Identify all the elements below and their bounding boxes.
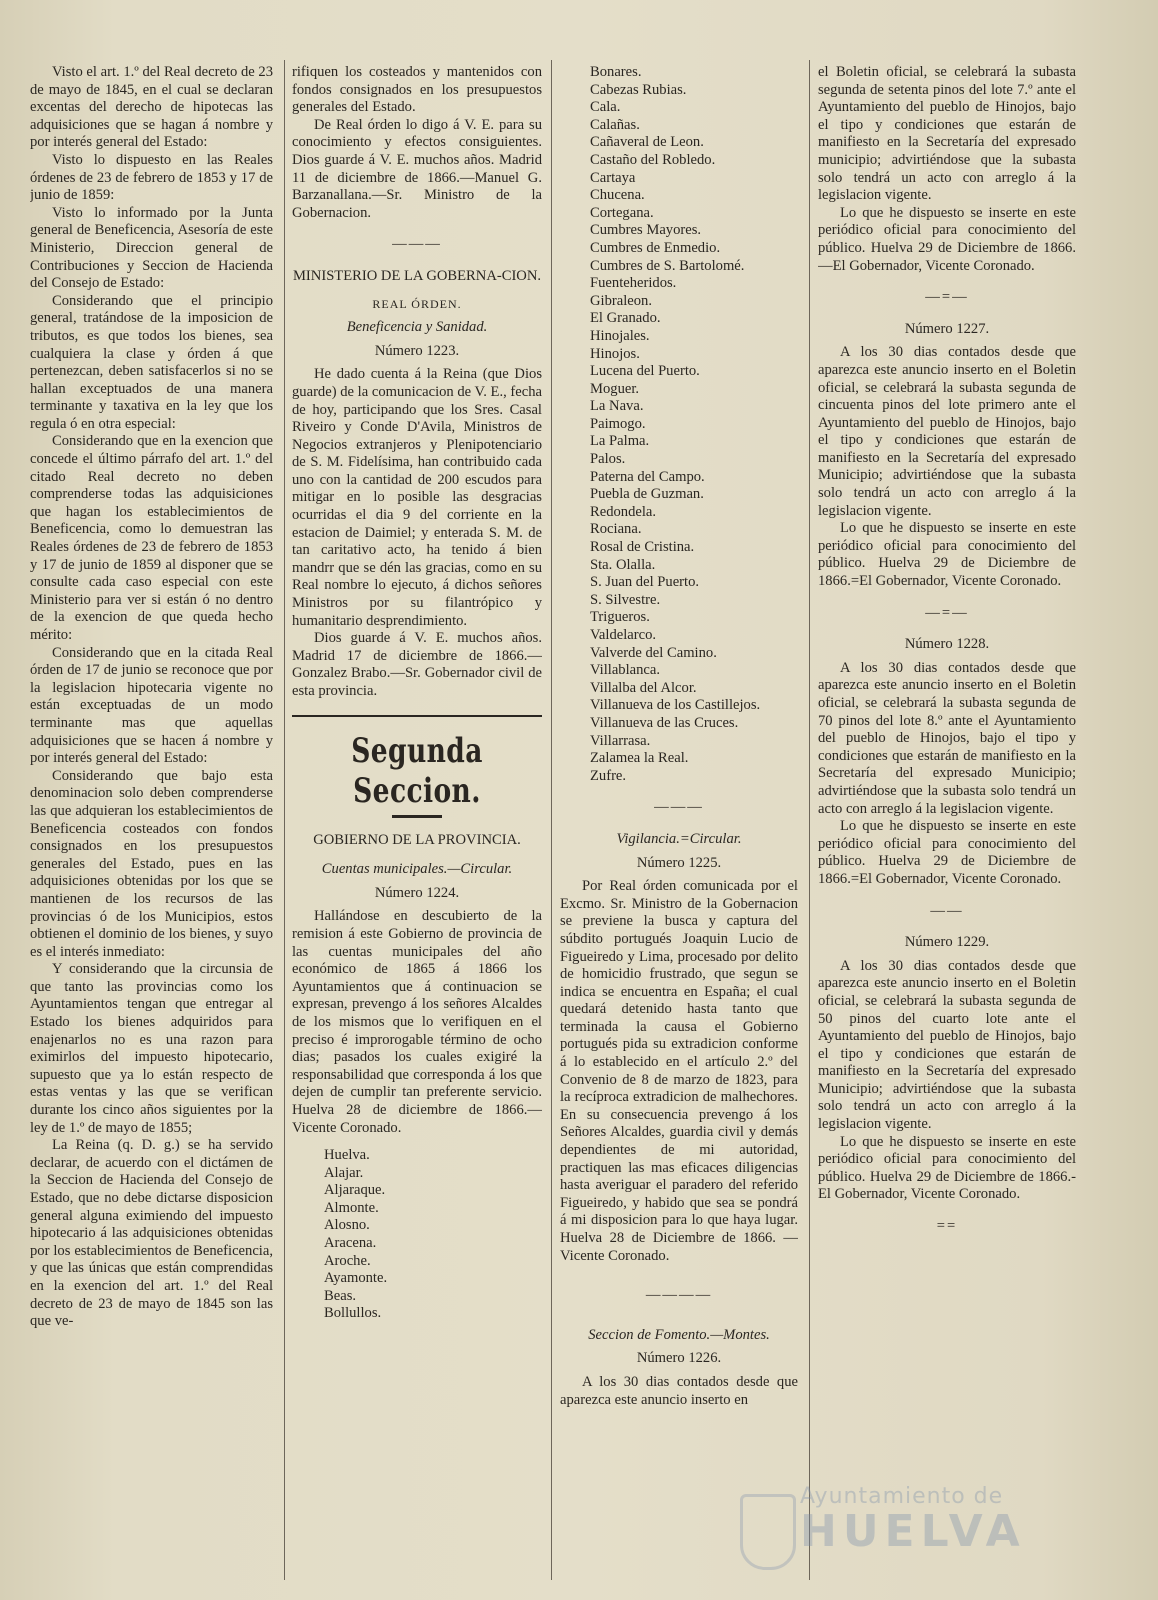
real-orden-heading: REAL ÓRDEN. [372, 296, 462, 311]
list-item: Moguer. [590, 380, 640, 397]
list-item: Palos. [590, 451, 626, 468]
list-item: Rociana. [590, 521, 642, 538]
watermark-line: HUELVA [800, 1506, 1026, 1557]
column-rule [809, 60, 810, 1580]
list-item: Huelva. [324, 1147, 370, 1164]
list-item: La Palma. [590, 433, 650, 450]
column-3 [560, 64, 798, 1409]
paragraph: el Boletin oficial, se celebrará la subasta segunda de setenta pinos del lote 7.º ante el Ayuntamiento del pueblo de Hinojos, bajo el tipo y condiciones que estarán de manifiesto en la Secretaría del expresado municipio; advirtiéndose que la subasta solo tendrá un acto con arreglo á la legislacion vigente. [818, 64, 1076, 204]
paragraph: Visto el art. 1.º del Real decreto de 23 de mayo de 1845, en el cual se declaran excentas del derecho de hipotecas las adquisiciones que se hagan á nombre y por interés general del Estado: [30, 64, 273, 151]
list-item: Paimogo. [590, 415, 646, 432]
paragraph: A los 30 dias contados desde que aparezca este anuncio inserto en el Boletin oficial, se celebrará la subasta segunda de 70 pinos del lote 8.º ante el Ayuntamiento del pueblo de Hinojos, bajo el tipo y condiciones que estarán de manifiesto en la Secretaría del expresado Municipio; advirtiéndose que la subasta solo tendrá un acto con arreglo á la legislacion vigente. [818, 659, 1076, 817]
list-item: Alajar. [324, 1164, 364, 1181]
paragraph: A los 30 dias contados desde que aparezca este anuncio inserto en el Boletin oficial, se celebrará la subasta segunda de cincuenta pinos del lote primero ante el Ayuntamiento del pueblo de Hinojos, bajo el tipo y condiciones que estarán de manifiesto en la Secretaría del expresado Municipio; advirtiéndose que la subasta solo tendrá un acto con arreglo á la legislacion vigente. [818, 344, 1076, 519]
list-item: Sta. Olalla. [590, 556, 656, 573]
column-2 [292, 64, 542, 1323]
list-item: Hinojales. [590, 327, 650, 344]
list-item: Villanueva de los Castillejos. [590, 697, 761, 714]
paragraph: Lo que he dispuesto se inserte en este periódico oficial para conocimiento del público. Huelva 29 de Diciembre de 1866.=El Gobernador, Vicente Coronado. [818, 818, 1076, 887]
list-item: Hinojos. [590, 345, 640, 362]
order-number: Número 1227. [904, 320, 990, 337]
list-item: Beas. [324, 1287, 357, 1304]
town-list [292, 1147, 542, 1323]
list-item: Villarrasa. [590, 732, 651, 749]
column-rule [284, 60, 285, 1580]
list-item: Gibraleon. [590, 292, 653, 309]
section-rule [292, 715, 542, 717]
list-item: Villablanca. [590, 662, 661, 679]
list-item: Ayamonte. [324, 1270, 388, 1287]
list-item: Castaño del Robledo. [590, 151, 716, 168]
paragraph: A los 30 dias contados desde que aparezca este anuncio inserto en el Boletin oficial, se celebrará la subasta segunda de 50 pinos del cuarto lote ante el Ayuntamiento del pueblo de Hinojos, bajo el tipo y condiciones que estarán de manifiesto en la Secretaría del expresado Municipio; advirtiéndose que la subasta solo tendrá un acto con arreglo á la legislacion vigente. [818, 957, 1076, 1133]
order-number: Número 1223. [374, 342, 460, 359]
archive-watermark [800, 1484, 1080, 1574]
list-item: Cumbres de Enmedio. [590, 239, 721, 256]
list-item: Fuenteheridos. [590, 275, 677, 292]
separator: ———— [645, 1287, 713, 1304]
paragraph: Lo que he dispuesto se inserte en este periódico oficial para conocimiento del público. Huelva 29 de Diciembre de 1866.—El Gobernador, Vicente Coronado. [818, 204, 1076, 274]
town-list [560, 64, 798, 785]
list-item: Cañaveral de Leon. [590, 134, 704, 151]
list-item: Bollullos. [324, 1305, 382, 1322]
list-item: Cala. [590, 99, 621, 116]
ministry-heading: MINISTERIO DE LA GOBERNA-CION. [292, 267, 542, 284]
column-rule [551, 60, 552, 1580]
paragraph: Considerando que bajo esta denominacion solo deben comprenderse las que adquieran los establecimientos de Beneficencia costeados con fondos consignados en los presupuestos generales del Estado, pues en las adquisiciones obtenidas por los que se mantienen de los recursos de las provincias ó de los Municipios, estos obtienen el dominio de los bienes, y suyo es el interés inmediato: [30, 767, 273, 960]
separator: —— [930, 902, 964, 919]
column-1 [30, 64, 273, 1331]
government-heading: GOBIERNO DE LA PROVINCIA. [313, 831, 521, 848]
list-item: Zufre. [590, 767, 627, 784]
separator: —=— [925, 604, 969, 621]
order-number: Número 1226. [636, 1350, 722, 1367]
paragraph: Visto lo dispuesto en las Reales órdenes de 23 de febrero de 1853 y 17 de junio de 1859: [30, 151, 273, 204]
column-4 [818, 64, 1076, 1250]
paragraph: Lo que he dispuesto se inserte en este periódico oficial para conocimiento del público. Huelva 29 de Diciembre de 1866.=El Gobernador, Vicente Coronado. [818, 520, 1076, 590]
list-item: Trigueros. [590, 609, 650, 626]
list-item: Villanueva de las Cruces. [590, 714, 739, 731]
paragraph: Dios guarde á V. E. muchos años. Madrid 17 de diciembre de 1866.—Gonzalez Brabo.—Sr. Gobernador civil de esta provincia. [292, 630, 542, 699]
list-item: Valverde del Camino. [590, 644, 717, 661]
separator: —=— [925, 289, 969, 306]
paragraph: A los 30 dias contados desde que aparezca este anuncio inserto en [560, 1373, 798, 1408]
list-item: S. Silvestre. [590, 591, 661, 608]
shield-icon [740, 1494, 796, 1570]
list-item: Aracena. [324, 1235, 377, 1252]
section-title: Segunda Seccion. [351, 730, 483, 811]
paragraph: Visto lo informado por la Junta general de Beneficencia, Asesoría de este Ministerio, Direccion general de Contribuciones y Seccion de Hacienda del Consejo de Estado: [30, 204, 273, 292]
paragraph: Por Real órden comunicada por el Excmo. Sr. Ministro de la Gobernacion se previene la busca y captura del súbdito portugués Joaquin Lucio de Figueiredo y Lima, procesado por delito de homicidio frustrado, que segun se indica se encuentra en España; el cual quedará detenido hasta tanto que terminada la causa el Gobierno portugués pida su extradicion conforme á lo establecido en el artículo 2.º del Convenio de 8 de marzo de 1823, para la recíproca extradicion de malhechores. En su consecuencia prevengo á los Señores Alcaldes, guardia civil y demás dependientes de mi autoridad, practiquen las mas eficaces diligencias hasta averiguar el paradero del referido Figueiredo, y habido que sea se pondrá á mi disposicion para lo que haya lugar. Huelva 28 de Diciembre de 1866. —Vicente Coronado. [560, 878, 798, 1264]
paragraph: De Real órden lo digo á V. E. para su conocimiento y efectos consiguientes. Dios guarde á V. E. muchos años. Madrid 11 de diciembre de 1866.—Manuel G. Barzanallana.—Sr. Ministro de la Gobernacion. [292, 116, 542, 221]
list-item: Villalba del Alcor. [590, 679, 697, 696]
list-item: S. Juan del Puerto. [590, 574, 700, 591]
paragraph: Considerando que en la citada Real órden de 17 de junio se reconoce que por la legislacion hipotecaria vigente no están exceptuadas de un modo terminante mas que aquellas adquisiciones que se hacen á nombre y por interés general del Estado: [30, 644, 273, 767]
paragraph: La Reina (q. D. g.) se ha servido declarar, de acuerdo con el dictámen de la Seccion de Hacienda del Consejo de Estado, que no debe dictarse disposicion general alguna eximiendo del impuesto hipotecario á las adquisiciones obtenidas por los establecimientos de Beneficencia, y que las únicas que están comprendidas en la exencion del art. 1.º del Real decreto de 23 de mayo de 1845 son las que ve- [30, 1137, 273, 1330]
list-item: Lucena del Puerto. [590, 363, 700, 380]
paragraph: Lo que he dispuesto se inserte en este periódico oficial para conocimiento del público. Huelva 29 de Diciembre de 1866.-El Gobernador, Vicente Coronado. [818, 1133, 1076, 1203]
separator: ——— [392, 236, 442, 253]
subject-heading: Cuentas municipales.—Circular. [321, 861, 513, 878]
list-item: Cumbres de S. Bartolomé. [590, 257, 745, 274]
paragraph: rifiquen los costeados y mantenidos con fondos consignados en los presupuestos generales del Estado. [292, 64, 542, 116]
list-item: Puebla de Guzman. [590, 486, 704, 503]
list-item: Cumbres Mayores. [590, 222, 702, 239]
list-item: Cabezas Rubias. [590, 81, 687, 98]
subject-heading: Vigilancia.=Circular. [616, 830, 742, 847]
list-item: Cartaya [590, 169, 636, 186]
list-item: El Granado. [590, 310, 661, 327]
paragraph: Y considerando que la circunsia de que tanto las provincias como los Ayuntamientos tengan que entregar al Estado los bienes adquiridos para enajenarlos no es una razon para eximirlos del impuesto hipotecario, supuesto que ya lo están respecto de estas ventas y las que se verifican durante los cinco años siguientes por la ley de 1.º de mayo de 1855; [30, 961, 273, 1136]
list-item: Valdelarco. [590, 627, 657, 643]
order-number: Número 1225. [636, 854, 722, 871]
list-item: Alosno. [324, 1217, 370, 1234]
list-item: Cortegana. [590, 204, 654, 221]
list-item: Rosal de Cristina. [590, 539, 695, 556]
paragraph: Considerando que en la exencion que concede el último párrafo del art. 1.º del citado Real decreto no deben comprenderse todas las adquisiciones que hagan los establecimientos de Beneficencia, como lo demuestran las Reales órdenes de 23 de febrero de 1853 y 17 de junio de 1859 al disponer que se consulte cada caso especial con este Ministerio para ver si están ó no dentro de la exencion de que queda hecho mérito: [30, 433, 273, 643]
list-item: Aroche. [324, 1252, 371, 1269]
paragraph: Hallándose en descubierto de la remision á este Gobierno de provincia de las cuentas municipales del año económico de 1865 á 1866 los Ayuntamientos que á continuacion se expresan, prevengo á los señores Alcaldes de los mismos que lo verifiquen en el preciso é improrogable término de ocho dias; pasados los cuales exigiré la responsabilidad que corresponda á los que dejen de cumplir tan preferente servicio. Huelva 28 de diciembre de 1866.—Vicente Coronado. [292, 908, 542, 1136]
list-item: Calañas. [590, 116, 640, 133]
list-item: Paterna del Campo. [590, 468, 705, 485]
subject-heading: Seccion de Fomento.—Montes. [588, 1326, 770, 1343]
order-number: Número 1224. [374, 884, 460, 901]
list-item: Redondela. [590, 503, 657, 520]
subject-heading: Beneficencia y Sanidad. [346, 319, 488, 336]
list-item: Bonares. [590, 64, 642, 80]
list-item: Almonte. [324, 1199, 379, 1216]
list-item: La Nava. [590, 398, 644, 415]
order-number: Número 1229. [904, 934, 990, 951]
title-underline [392, 815, 442, 818]
separator: == [936, 1218, 958, 1235]
list-item: Aljaraque. [324, 1182, 386, 1199]
paragraph: Considerando que el principio general, tratándose de la imposicion de tributos, es que todos los bienes, sea cualquiera la clase y órden á que pertenezcan, deben satisfacerlos si no se hallan exceptuados de una manera terminante y taxativa en la ley que los regula ó en otra especial: [30, 292, 273, 432]
paragraph: He dado cuenta á la Reina (que Dios guarde) de la comunicacion de V. E., fecha de hoy, participando que los Sres. Casal Riveiro y Conde D'Avila, Ministros de Negocios extranjeros y Plenipotenciario de S. M. Fidelísima, han contribuido cada uno con la cantidad de 200 escudos para mitigar en lo posible las desgracias ocurridas el dia 9 del corriente en la estacion de Daimiel; y enterada S. M. de tan caritativo acto, ha tenido á bien mandrr que se dén las gracias, como en su Real nombre lo ejecuto, á dichos señores Ministros por su filantrópico y humanitario desprendimiento. [292, 366, 542, 629]
watermark-line: Ayuntamiento de [800, 1484, 1004, 1509]
list-item: Zalamea la Real. [590, 750, 689, 767]
separator: ——— [654, 799, 704, 816]
list-item: Chucena. [590, 187, 645, 204]
order-number: Número 1228. [904, 636, 990, 653]
